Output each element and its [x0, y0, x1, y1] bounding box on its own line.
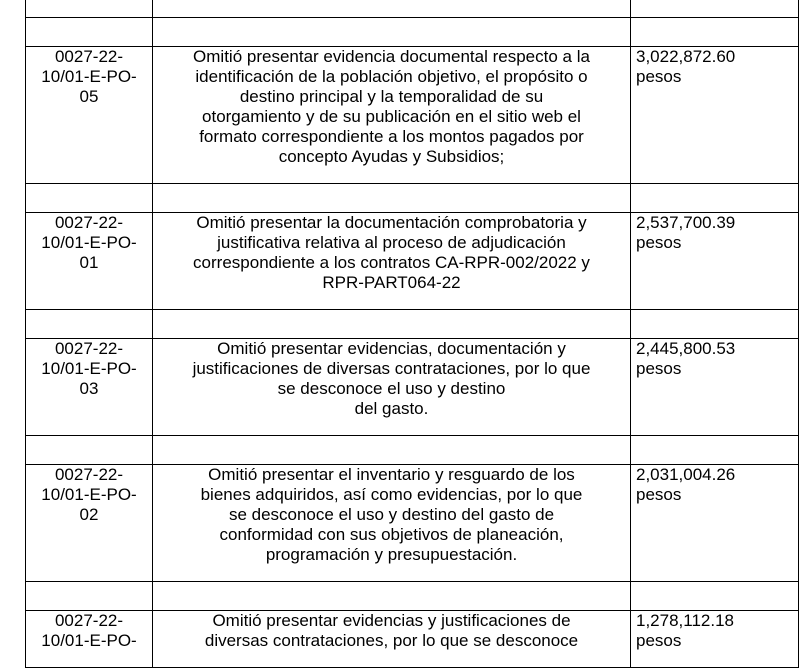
row-spacer: [26, 184, 799, 213]
observation-amount: 1,278,112.18 pesos: [631, 611, 799, 668]
observation-description: Omitió presentar evidencias, documentación y justificaciones de diversas contrataciones, por lo que se desconoce el uso y destino del gasto.: [153, 339, 631, 436]
table-row: [26, 0, 799, 18]
observation-description: Omitió presentar el inventario y resguardo de los bienes adquiridos, así como evidencias, por lo que se desconoce el uso y destino del gasto de conformidad con sus objetivos de planeación, programación y presupuestación.: [153, 465, 631, 582]
observation-amount: 2,445,800.53 pesos: [631, 339, 799, 436]
table-row: [26, 465, 799, 582]
row-spacer: [26, 310, 799, 339]
observation-description: [153, 0, 631, 18]
observation-code: 0027-22- 10/01-E-PO- 03: [26, 339, 153, 436]
observation-code: 0027-22- 10/01-E-PO-: [26, 611, 153, 668]
table-row: [26, 213, 799, 310]
observation-amount: [631, 0, 799, 18]
observation-amount: 2,537,700.39 pesos: [631, 213, 799, 310]
observations-table: [25, 0, 799, 668]
row-spacer: [26, 18, 799, 47]
observation-description: Omitió presentar la documentación comprobatoria y justificativa relativa al proceso de adjudicación correspondiente a los contratos CA-RPR-002/2022 y RPR-PART064-22: [153, 213, 631, 310]
observation-description: Omitió presentar evidencias y justificaciones de diversas contrataciones, por lo que se desconoce: [153, 611, 631, 668]
table-row: [26, 339, 799, 436]
row-spacer: [26, 436, 799, 465]
observation-code: 0027-22- 10/01-E-PO- 02: [26, 465, 153, 582]
observation-code: 0027-22- 10/01-E-PO- 01: [26, 213, 153, 310]
table-row: [26, 47, 799, 184]
observation-amount: 2,031,004.26 pesos: [631, 465, 799, 582]
observation-description: Omitió presentar evidencia documental respecto a la identificación de la población objetivo, el propósito o destino principal y la temporalidad de su otorgamiento y de su publicación en el sitio web el formato correspondiente a los montos pagados por concepto Ayudas y Subsidios;: [153, 47, 631, 184]
observation-code: [26, 0, 153, 18]
row-spacer: [26, 582, 799, 611]
observation-amount: 3,022,872.60 pesos: [631, 47, 799, 184]
table-row: [26, 611, 799, 668]
observation-code: 0027-22- 10/01-E-PO- 05: [26, 47, 153, 184]
